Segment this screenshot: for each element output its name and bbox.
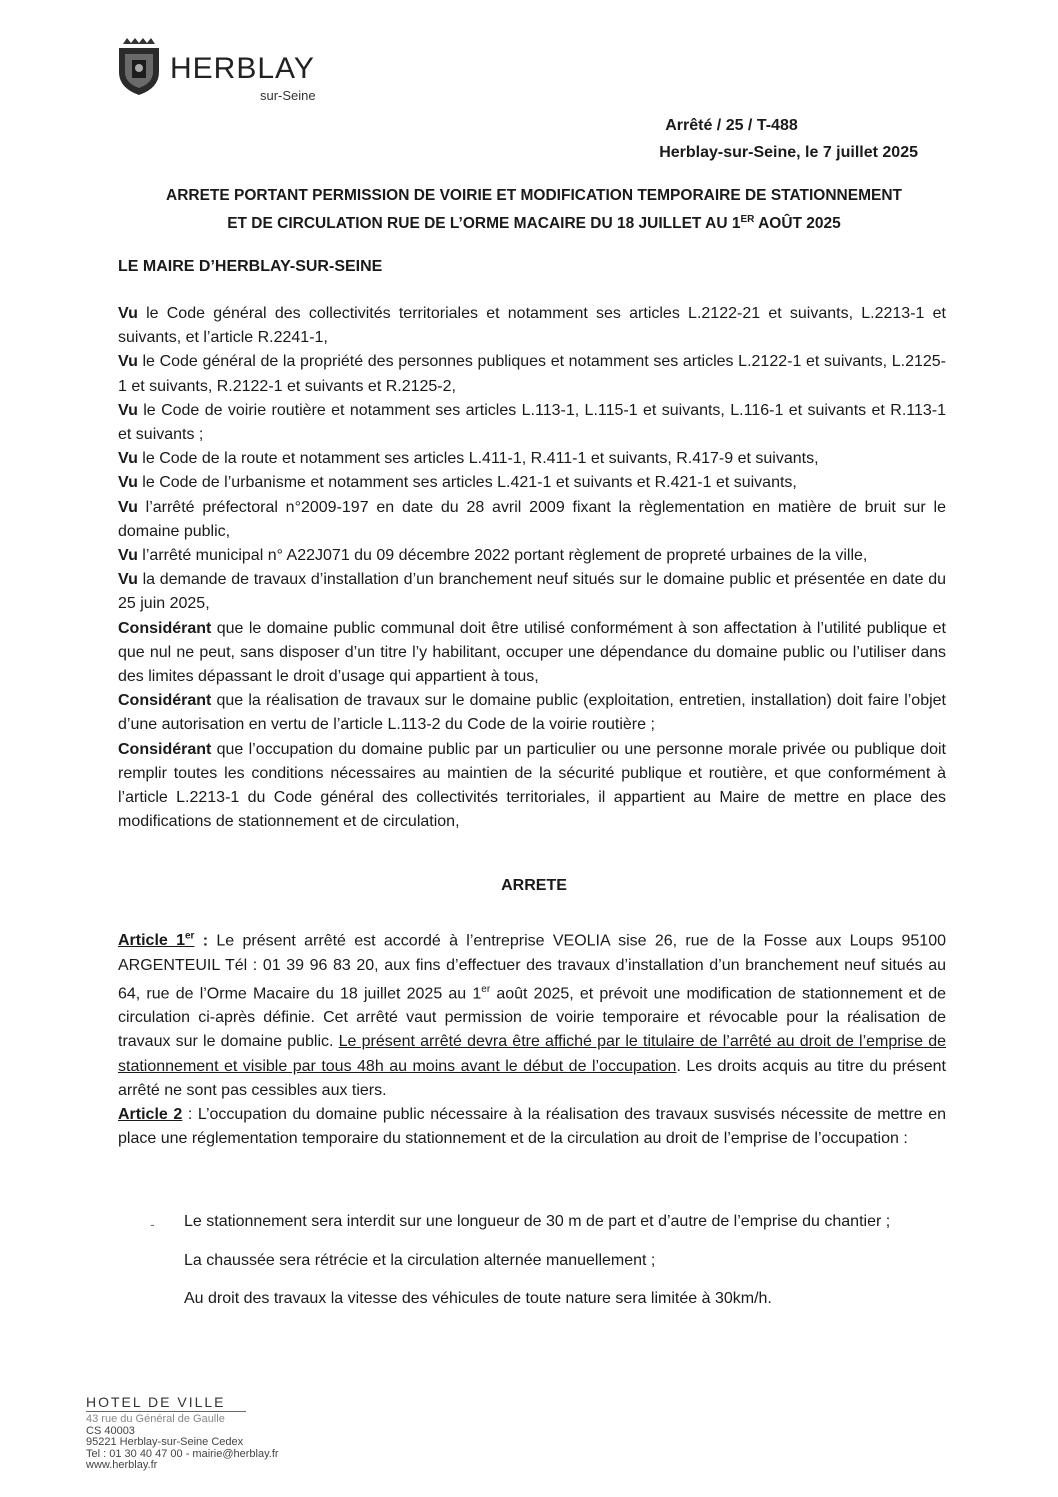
footer-address bbox=[86, 1394, 326, 1472]
consideration-item bbox=[118, 471, 946, 495]
article-2 bbox=[118, 1103, 946, 1151]
consideration-lead: Vu bbox=[118, 547, 138, 565]
consideration-lead: Vu bbox=[118, 401, 138, 419]
consideration-text: le Code général des collectivités territoriales et notamment ses articles L.2122-21 et suivants, L.2213-1 et suivants, et l’article R.2241-1, bbox=[118, 305, 946, 347]
footer-city: 95221 Herblay-sur-Seine Cedex bbox=[86, 1436, 244, 1448]
consideration-item bbox=[118, 496, 946, 544]
title-line-2-text: ET DE CIRCULATION RUE DE L’ORME MACAIRE DU 18 JUILLET AU 1 bbox=[227, 215, 741, 233]
consideration-text: que le domaine public communal doit être utilisé conformément à son affectation à l’utilité publique et que nul ne peut, sans disposer d’un titre l’y habilitant, occuper une dépendance du domaine public ou l’utiliser dans des limites dépassant le droit d’usage qui appartient à tous, bbox=[118, 619, 946, 686]
decree-title bbox=[110, 184, 958, 236]
consideration-lead: Considérant bbox=[118, 740, 212, 758]
decision-heading: ARRETE bbox=[501, 877, 567, 894]
consideration-text: que la réalisation de travaux sur le domaine public (exploitation, entretien, installation) doit faire l’objet d’une autorisation en vertu de l’article L.113-2 du Code de la voirie routière ; bbox=[118, 692, 946, 734]
consideration-lead: Considérant bbox=[118, 619, 212, 637]
dash-bullet-icon: - bbox=[150, 1216, 155, 1232]
article-1-posting-notice: Le présent arrêté devra être affiché par le titulaire de l’arrêté au droit de l’emprise de stationnement et visible par tous 48h au moins avant le début de l’occupation bbox=[118, 1033, 947, 1075]
consideration-lead: Vu bbox=[118, 571, 138, 589]
consideration-lead: Vu bbox=[118, 450, 138, 468]
consideration-lead: Vu bbox=[118, 498, 138, 516]
article-1-text-sup: er bbox=[481, 983, 491, 995]
article-1-label-sup: er bbox=[185, 931, 195, 942]
authority-heading: LE MAIRE D’HERBLAY-SUR-SEINE bbox=[118, 258, 383, 275]
consideration-item bbox=[118, 447, 946, 471]
consideration-text: le Code de voirie routière et notamment ses articles L.113-1, L.115-1 et suivants, L.116-1 et suivants et R.113-1 et suivants ; bbox=[118, 401, 946, 444]
footer-divider bbox=[86, 1411, 246, 1412]
consideration-lead: Vu bbox=[118, 353, 138, 371]
footer-postbox: CS 40003 bbox=[86, 1424, 135, 1437]
consideration-text: que l’occupation du domaine public par un particulier ou une personne morale privée ou publique doit remplir toutes les conditions nécessaires au maintien de la sécurité publique et routière, et que conformément à l’article L.2213-1 du Code général des collectivités territoriales, il appartient au Maire de mettre en place des modifications de stationnement et de circulation, bbox=[118, 740, 946, 831]
consideration-item bbox=[118, 544, 946, 568]
measure-item bbox=[144, 1287, 946, 1311]
measure-item bbox=[144, 1205, 946, 1239]
article-2-label: Article 2 bbox=[118, 1106, 183, 1124]
city-crest-icon bbox=[115, 38, 163, 96]
measures-list bbox=[144, 1205, 946, 1311]
consideration-text: l’arrêté préfectoral n°2009-197 en date du 28 avril 2009 fixant la règlementation en matière de bruit sur le domaine public, bbox=[118, 498, 946, 540]
article-2-text: : L’occupation du domaine public nécessaire à la réalisation des travaux susvisés nécessite de mettre en place une réglementation temporaire du stationnement et de la circulation au droit de l’emprise de l’occupation : bbox=[118, 1106, 947, 1148]
measure-item bbox=[144, 1249, 946, 1273]
city-logo bbox=[115, 38, 335, 108]
footer-title: HOTEL DE VILLE bbox=[86, 1394, 226, 1410]
article-1-text-b: août 2025, et prévoit une modification de stationnement et de circulation ci-après définie. Cet arrêté vaut permission de voirie temporaire et révocable pour la réalisation de travaux sur le domaine public. bbox=[118, 985, 947, 1051]
consideration-item bbox=[118, 568, 946, 616]
considerations-block bbox=[118, 302, 946, 834]
consideration-item bbox=[118, 617, 946, 690]
title-superscript: ER bbox=[740, 214, 755, 225]
decree-reference-block bbox=[659, 112, 918, 166]
footer-phone-email: Tel : 01 30 40 47 00 - mairie@herblay.fr bbox=[86, 1447, 279, 1460]
measure-text: La chaussée sera rétrécie et la circulation alternée manuellement ; bbox=[184, 1252, 656, 1269]
title-line-2 bbox=[110, 208, 958, 236]
place-date: Herblay-sur-Seine, le 7 juillet 2025 bbox=[659, 144, 918, 161]
article-1-label-text: Article 1 bbox=[118, 932, 185, 950]
consideration-lead: Vu bbox=[118, 474, 138, 492]
title-line-1: ARRETE PORTANT PERMISSION DE VOIRIE ET MODIFICATION TEMPORAIRE DE STATIONNEMENT bbox=[166, 187, 902, 204]
consideration-item bbox=[118, 738, 946, 835]
article-1-text-c: . Les droits acquis au titre du présent arrêté ne sont pas cessibles aux tiers. bbox=[118, 1057, 947, 1099]
consideration-item bbox=[118, 302, 946, 350]
decree-reference: Arrêté / 25 / T-488 bbox=[665, 117, 798, 134]
consideration-lead: Considérant bbox=[118, 692, 212, 710]
article-1-text-a: Le présent arrêté est accordé à l’entreprise VEOLIA sise 26, rue de la Fosse aux Loups 95100 ARGENTEUIL Tél : 01 39 96 83 20, aux fins d’effectuer des travaux d’installation d’un branchement neuf situés au 64, rue de l’Orme Macaire du 18 juillet 2025 au 1 bbox=[118, 932, 947, 1003]
consideration-text: le Code de la route et notamment ses articles L.411-1, R.411-1 et suivants, R.417-9 et suivants, bbox=[137, 450, 819, 468]
consideration-item bbox=[118, 689, 946, 737]
article-1 bbox=[118, 925, 946, 1103]
footer-website[interactable]: www.herblay.fr bbox=[86, 1459, 158, 1471]
consideration-lead: Vu bbox=[118, 305, 138, 322]
logo-subtitle: sur-Seine bbox=[260, 88, 316, 103]
measure-text: Au droit des travaux la vitesse des véhicules de toute nature sera limitée à 30km/h. bbox=[184, 1290, 772, 1307]
article-1-colon: : bbox=[194, 932, 209, 950]
consideration-text: le Code de l’urbanisme et notamment ses articles L.421-1 et suivants et R.421-1 et suivants, bbox=[137, 474, 797, 492]
consideration-text: la demande de travaux d’installation d’un branchement neuf situés sur le domaine public et présentée en date du 25 juin 2025, bbox=[118, 571, 946, 613]
article-1-label bbox=[118, 932, 194, 949]
articles-block bbox=[118, 925, 946, 1151]
consideration-item bbox=[118, 350, 946, 398]
title-line-2-end: AOÛT 2025 bbox=[754, 215, 841, 233]
consideration-item bbox=[118, 399, 946, 447]
measure-text: Le stationnement sera interdit sur une longueur de 30 m de part et d’autre de l’emprise du chantier ; bbox=[184, 1213, 891, 1230]
consideration-text: l’arrêté municipal n° A22J071 du 09 décembre 2022 portant règlement de propreté urbaines de la ville, bbox=[137, 547, 868, 565]
logo-name: HERBLAY bbox=[170, 52, 315, 85]
footer-street: 43 rue du Général de Gaulle bbox=[86, 1413, 225, 1425]
consideration-text: le Code général de la propriété des personnes publiques et notamment ses articles L.2122-1 et suivants, L.2125-1 et suivants, R.2122-1 et suivants et R.2125-2, bbox=[118, 353, 946, 395]
